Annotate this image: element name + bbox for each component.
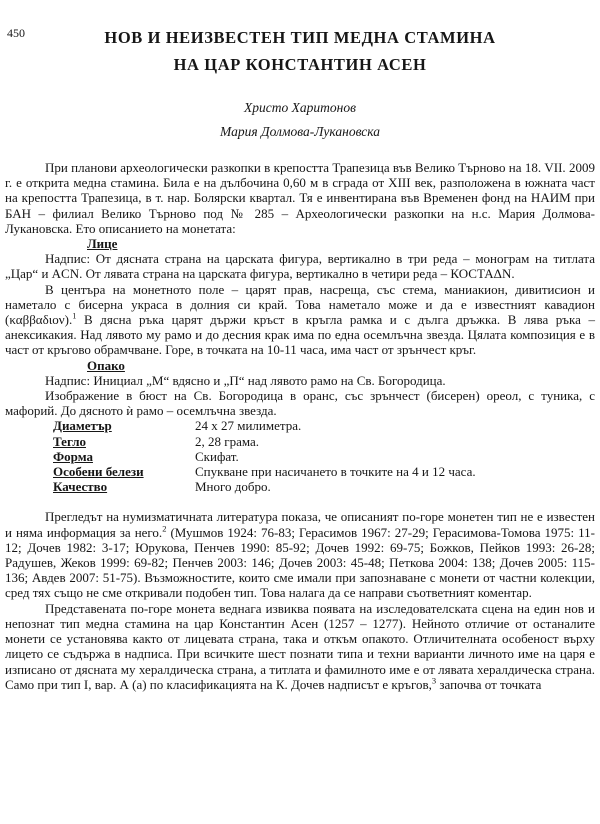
discussion-text: Представената по-горе монета веднага извиква появата на изследователската сцена на един нов и непознат тип медна стамина на цар Константин Асен (1257 – 1277). Нейното отличие от останалите монети се установява както от лицевата страна, така и откъм опакото. Отличителната особеност върху лицето се съдържа в надписа. При всичките шест познати типа и техни варианти личното име на царя е изписано от дясната му хералдическа страна, а титлата и фамилното име е от лявата хералдическа страна. Само при тип I, вар. А (а) по класификацията на К. Дочев надписът е кръгов, — [5, 600, 595, 692]
article-title — [0, 24, 600, 78]
spec-value: Скифат. — [195, 448, 239, 464]
footnote-marker-3: 3 — [431, 675, 437, 686]
review-text: Прегледът на нумизматичната литература показа, че описаният по-горе монетен тип не е известен и няма информация за него. — [5, 509, 595, 540]
scanned-paper-page — [0, 24, 600, 824]
obverse-description-text: В центъра на монетното поле – царят прав, насреща, със стема, маниакион, дивитисион и наметало с бисерна украса в долния си край. Това наметало може и да е известният кавадион (καββαδιον). — [5, 281, 595, 328]
spec-value: 2, 28 грама. — [195, 433, 260, 449]
article-title-line-1: НОВ И НЕИЗВЕСТЕН ТИП МЕДНА СТАМИНА — [104, 28, 496, 47]
reverse-heading-label: Опако — [87, 357, 125, 373]
coin-spec-table — [53, 418, 595, 494]
literature-review-paragraph — [5, 509, 595, 600]
author-name: Христо Харитонов — [244, 100, 356, 115]
obverse-inscription-paragraph: Надпис: От дясната страна на царската фигура, вертикално в три реда – монограм на титлата „Цар“ и ACN. От лявата страна на царската фигура, вертикално в четири реда – КОСТАΔN. — [5, 251, 595, 282]
spec-label: Форма — [53, 448, 93, 464]
reverse-inscription-paragraph: Надпис: Инициал „М“ вдясно и „П“ над лявото рамо на Св. Богородица. — [45, 372, 446, 388]
page-number: 450 — [7, 26, 25, 40]
spec-label: Качество — [53, 479, 108, 495]
spec-row-quality — [53, 479, 595, 494]
spec-value: Спукване при насичането в точките на 4 и 12 часа. — [195, 464, 476, 480]
discussion-paragraph — [5, 601, 595, 692]
article-body — [5, 160, 595, 692]
spec-value: 24 x 27 милиметра. — [195, 418, 302, 434]
spec-label: Диаметър — [53, 418, 112, 434]
reverse-description-paragraph: Изображение в бюст на Св. Богородица в оранс, със зрънчест (бисерен) ореол, с туника, с мафорий. До дясното ѝ рамо – осемлъчна звезда. — [5, 388, 595, 419]
obverse-heading-label: Лице — [87, 236, 118, 252]
spec-row-marks — [53, 464, 595, 479]
spec-row-diameter — [53, 418, 595, 433]
spec-row-shape — [53, 449, 595, 464]
obverse-heading — [5, 236, 595, 251]
intro-paragraph: При планови археологически разкопки в крепостта Трапезица във Велико Търново на 18. VII. 2009 г. е открита медна стамина. Била е на дълбочина 0,60 м в сграда от XIII век, разположена в южната част на крепостта Трапезица, в т. нар. Болярски квартал. Тя е инвентирана във Временен фонд на НАИМ при БАН – филиал Велико Търново под № 285 – Археологически разкопки на н.с. Мария Долмова-Лукановска. Ето описанието на монетата: — [5, 160, 595, 236]
obverse-description-paragraph — [5, 282, 595, 358]
spec-value: Много добро. — [195, 479, 271, 495]
footnote-marker-1: 1 — [72, 310, 77, 321]
reverse-heading — [5, 358, 595, 373]
spec-row-weight — [53, 434, 595, 449]
discussion-text-continued: започва от точката — [436, 676, 542, 692]
article-title-line-2: НА ЦАР КОНСТАНТИН АСЕН — [173, 55, 427, 74]
review-text-continued: (Мушмов 1924: 76-83; Герасимов 1967: 27-29; Герасимова-Томова 1975: 11-12; Дочев 1982: 3-17; Юрукова, Пенчев 1990: 85-92; Дочев 1992: 69-75; Божков, Пейков 1993: 26-28; Радушев, Жеков 1999: 69-82; Пенчев 2003: 146; Дочев 2003: 45-48; Петкова 2004: 138; Дочев 2005: 115-136; Авдев 2007: 51-75). Възможностите, които сме имали при запознаване с монети от частни колекции, сред тях също не сме откривали подобен тип. Това налага да се направи съответният коментар. — [5, 524, 595, 601]
footnote-marker-2: 2 — [162, 523, 167, 534]
obverse-description-text-continued: В дясна ръка царят държи кръст в кръгла рамка и с дълга дръжка. В лява ръка – анексикакия. Над лявото му рамо и до десния крак има по една осемлъчна звезда. Цялата композиция е в част от кръгово обрамчване. Горе, в точката на 10-11 часа, има част от зрънчест кръг. — [5, 312, 595, 358]
spec-label: Особени белези — [53, 464, 144, 480]
authors — [0, 96, 600, 144]
spec-label: Тегло — [53, 433, 86, 449]
author-name: Мария Долмова-Лукановска — [220, 124, 380, 139]
